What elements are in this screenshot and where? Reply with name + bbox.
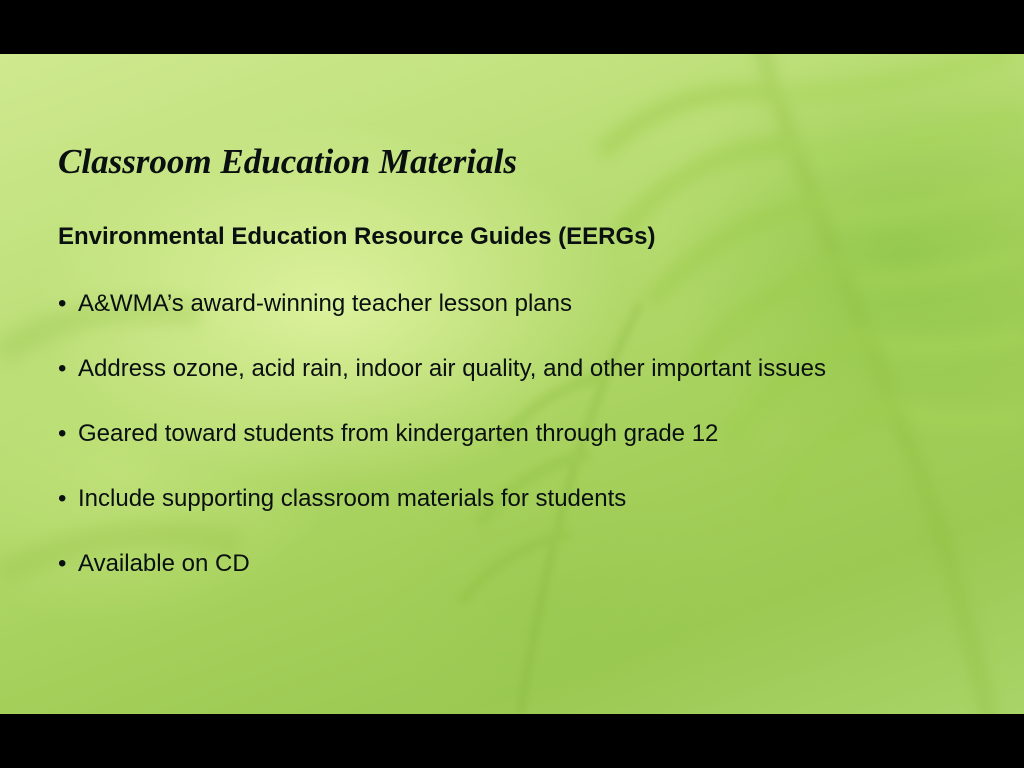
bullet-dot: • <box>58 420 67 447</box>
bullet-text: Include supporting classroom materials for students <box>78 485 627 512</box>
slide-title: Classroom Education Materials <box>58 142 517 181</box>
bullet-text: Geared toward students from kindergarten through grade 12 <box>78 420 719 447</box>
bullet-item <box>58 416 938 452</box>
bullet-list <box>58 286 938 611</box>
letterbox-top <box>0 0 1024 54</box>
bullet-dot: • <box>58 290 67 317</box>
bullet-dot: • <box>58 355 67 382</box>
slide-subtitle: Environmental Education Resource Guides (EERGs) <box>58 223 656 250</box>
bullet-item <box>58 351 938 387</box>
slide <box>0 54 1024 714</box>
letterbox-bottom <box>0 714 1024 768</box>
bullet-text: Available on CD <box>78 550 250 577</box>
bullet-text: Address ozone, acid rain, indoor air quality, and other important issues <box>78 355 826 382</box>
bullet-dot: • <box>58 485 67 512</box>
bullet-item <box>58 286 938 322</box>
bullet-dot: • <box>58 550 67 577</box>
bullet-item <box>58 546 938 582</box>
bullet-item <box>58 481 938 517</box>
bullet-text: A&WMA’s award-winning teacher lesson plans <box>78 290 573 317</box>
